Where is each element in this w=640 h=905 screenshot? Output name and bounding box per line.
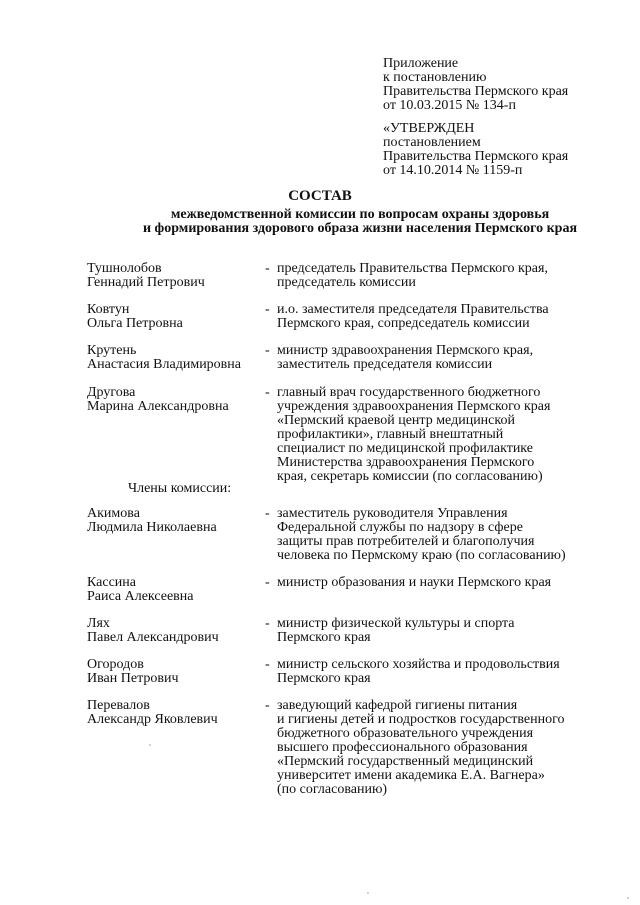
member-given-name: Александр Яковлевич xyxy=(87,712,218,727)
role-line: учреждения здравоохранения Пермского края xyxy=(277,399,551,414)
member-name xyxy=(87,617,262,645)
member-given-name: Иван Петрович xyxy=(87,671,179,686)
role-line: «Пермский краевой центр медицинской xyxy=(277,413,515,428)
role-line: Пермского края xyxy=(277,671,371,686)
approval-line: Правительства Пермского края xyxy=(383,149,569,164)
member-surname: Другова xyxy=(87,385,136,400)
member-given-name: Павел Александрович xyxy=(87,630,219,645)
approval-line: постановлением xyxy=(383,135,481,150)
role-line: (по согласованию) xyxy=(277,782,388,797)
member-role xyxy=(277,617,607,645)
role-line: министр сельского хозяйства и продовольствия xyxy=(277,657,560,672)
entry-dash: - xyxy=(265,575,270,590)
role-line: края, секретарь комиссии (по согласованию) xyxy=(277,469,543,484)
appendix-line: Приложение xyxy=(383,56,459,71)
member-role xyxy=(277,303,607,331)
member-surname: Огородов xyxy=(87,657,144,672)
appendix-line: Правительства Пермского края xyxy=(383,84,569,99)
role-line: Федеральной службы по надзору в сфере xyxy=(277,520,523,535)
scan-speck xyxy=(149,744,151,746)
entry-dash: - xyxy=(265,698,270,713)
member-name xyxy=(87,658,262,686)
role-line: председатель комиссии xyxy=(277,275,416,290)
member-role xyxy=(277,262,607,290)
entry-dash: - xyxy=(265,343,270,358)
entry-dash: - xyxy=(265,616,270,631)
member-surname: Перевалов xyxy=(87,698,150,713)
approval-line: от 14.10.2014 № 1159-п xyxy=(383,163,523,178)
member-role xyxy=(277,386,607,484)
role-line: «Пермский государственный медицинский xyxy=(277,754,534,769)
member-given-name: Людмила Николаевна xyxy=(87,520,217,535)
member-given-name: Ольга Петровна xyxy=(87,316,183,331)
role-line: министр физической культуры и спорта xyxy=(277,616,515,631)
member-surname: Лях xyxy=(87,616,110,631)
member-surname: Ковтун xyxy=(87,302,130,317)
scan-speck xyxy=(627,897,629,899)
entry-dash: - xyxy=(265,506,270,521)
appendix-line: от 10.03.2015 № 134-п xyxy=(383,98,516,113)
appendix-block xyxy=(383,57,568,113)
appendix-line: к постановлению xyxy=(383,70,487,85)
role-line: специалист по медицинской профилактике xyxy=(277,441,533,456)
role-line: и гигиены детей и подростков государственного xyxy=(277,712,565,727)
member-given-name: Раиса Алексеевна xyxy=(87,589,194,604)
role-line: бюджетного образовательного учреждения xyxy=(277,726,534,741)
role-line: заместитель руководителя Управления xyxy=(277,506,508,521)
role-line: главный врач государственного бюджетного xyxy=(277,385,541,400)
member-given-name: Марина Александровна xyxy=(87,399,229,414)
entry-dash: - xyxy=(265,302,270,317)
role-line: и.о. заместителя председателя Правительства xyxy=(277,302,549,317)
member-surname: Акимова xyxy=(87,506,140,521)
entry-dash: - xyxy=(265,385,270,400)
scan-speck xyxy=(367,892,369,894)
members-section-label: Члены комиссии: xyxy=(128,481,232,496)
member-name xyxy=(87,344,262,372)
role-line: Министерства здравоохранения Пермского xyxy=(277,455,535,470)
approval-block xyxy=(383,122,568,178)
member-role xyxy=(277,344,607,372)
role-line: Пермского края, сопредседатель комиссии xyxy=(277,316,530,331)
member-role xyxy=(277,507,607,563)
role-line: заместитель председателя комиссии xyxy=(277,357,493,372)
member-given-name: Геннадий Петрович xyxy=(87,275,205,290)
member-role xyxy=(277,576,607,590)
role-line: министр здравоохранения Пермского края, xyxy=(277,343,534,358)
role-line: Пермского края xyxy=(277,630,371,645)
role-line: профилактики», главный внештатный xyxy=(277,427,504,442)
member-surname: Кассина xyxy=(87,575,136,590)
subtitle-line: и формирования здорового образа жизни населения Пермского края xyxy=(142,221,578,236)
member-name xyxy=(87,507,262,535)
member-role xyxy=(277,658,607,686)
member-given-name: Анастасия Владимировна xyxy=(87,357,241,372)
member-name xyxy=(87,386,262,414)
role-line: заведующий кафедрой гигиены питания xyxy=(277,698,518,713)
member-role xyxy=(277,699,607,797)
member-name xyxy=(87,303,262,331)
entry-dash: - xyxy=(265,261,270,276)
member-name xyxy=(87,699,262,727)
role-line: министр образования и науки Пермского края xyxy=(277,575,552,590)
member-name xyxy=(87,576,262,604)
role-line: защиты прав потребителей и благополучия xyxy=(277,534,535,549)
subtitle-line: межведомственной комиссии по вопросам охраны здоровья xyxy=(170,207,550,222)
role-line: высшего профессионального образования xyxy=(277,740,528,755)
document-subtitle xyxy=(110,208,610,236)
role-line: председатель Правительства Пермского края, xyxy=(277,261,548,276)
approval-line: «УТВЕРЖДЕН xyxy=(383,121,475,136)
member-name xyxy=(87,262,262,290)
member-surname: Тушнолобов xyxy=(87,261,162,276)
role-line: человека по Пермскому краю (по согласованию) xyxy=(277,548,566,563)
role-line: университет имени академика Е.А. Вагнера» xyxy=(277,768,545,783)
member-surname: Крутень xyxy=(87,343,137,358)
document-title: СОСТАВ xyxy=(288,188,352,204)
entry-dash: - xyxy=(265,657,270,672)
